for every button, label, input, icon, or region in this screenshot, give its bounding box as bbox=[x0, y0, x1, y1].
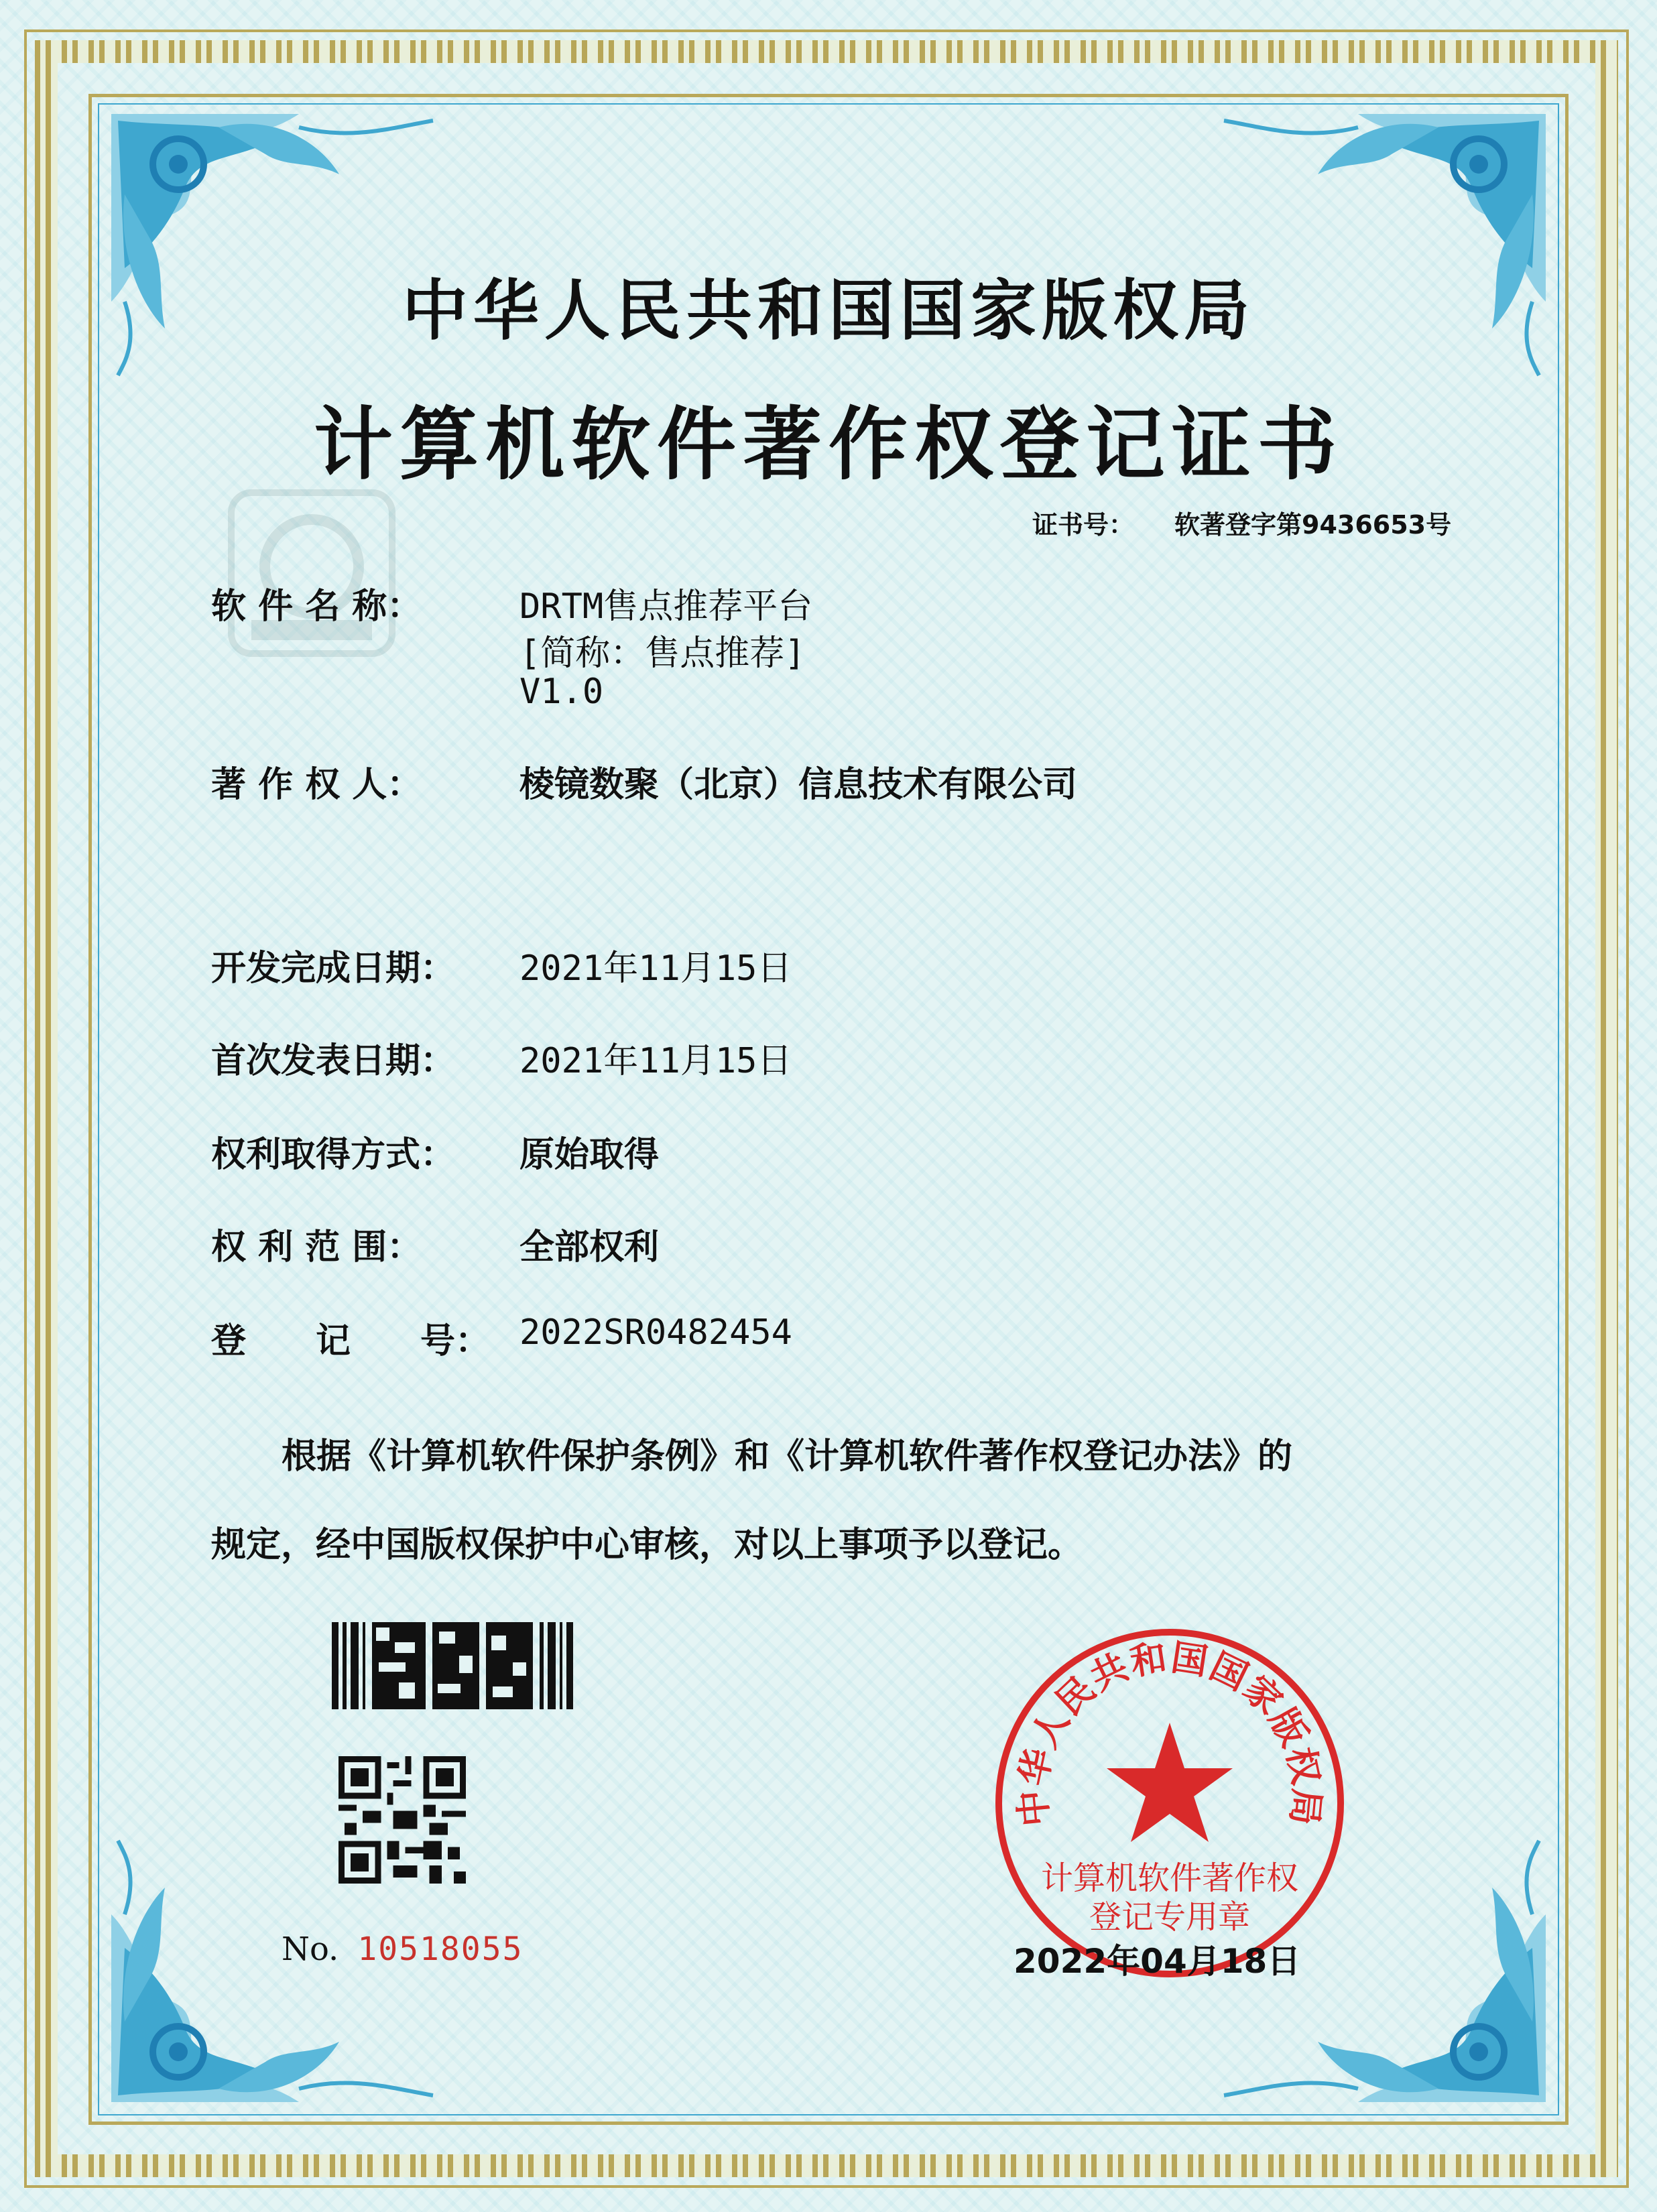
software-name-label: 软 件 名 称： bbox=[211, 587, 422, 627]
certificate-title: 计算机软件著作权登记证书 bbox=[313, 398, 1343, 491]
serial-value: 10518055 bbox=[357, 1930, 524, 1968]
field-acquisition bbox=[211, 1126, 660, 1176]
official-seal bbox=[989, 1622, 1351, 1984]
software-name-line: V1.0 bbox=[519, 672, 604, 712]
issuer-title: 中华人民共和国国家版权局 bbox=[402, 273, 1255, 349]
first-publish-date-value: 2021年11月15日 bbox=[519, 1041, 792, 1081]
acquisition-label: 权利取得方式： bbox=[211, 1135, 456, 1175]
statement-line-2: 规定，经中国版权保护中心审核，对以上事项予以登记。 bbox=[211, 1525, 1083, 1565]
field-dev-complete-date bbox=[211, 940, 792, 990]
svg-text:计算机软件著作权: 计算机软件著作权 bbox=[1040, 1859, 1299, 1897]
qr-code bbox=[339, 1756, 466, 1884]
issue-date: 2022年04月18日 bbox=[1014, 1942, 1301, 1981]
certificate-number-label: 证书号： bbox=[1032, 510, 1135, 540]
scope-value: 全部权利 bbox=[519, 1227, 660, 1268]
registration-number-label: 登 记 号： bbox=[211, 1321, 491, 1361]
software-name-line: [简称：售点推荐] bbox=[519, 633, 806, 674]
field-copyright-owner bbox=[211, 756, 1078, 806]
serial-label: No. bbox=[282, 1930, 339, 1968]
software-name-line: DRTM售点推荐平台 bbox=[519, 587, 813, 627]
first-publish-date-label: 首次发表日期： bbox=[211, 1041, 456, 1081]
watermark-emblem bbox=[225, 486, 399, 660]
dev-complete-date-value: 2021年11月15日 bbox=[519, 948, 792, 989]
field-software-name bbox=[211, 578, 813, 712]
certificate-number bbox=[1032, 504, 1451, 541]
svg-text:中华人民共和国国家版权局: 中华人民共和国国家版权局 bbox=[1011, 1636, 1329, 1829]
certificate-number-value: 软著登字第9436653号 bbox=[1174, 510, 1452, 540]
field-scope bbox=[211, 1219, 660, 1269]
acquisition-value: 原始取得 bbox=[519, 1135, 660, 1175]
svg-text:登记专用章: 登记专用章 bbox=[1089, 1898, 1251, 1936]
scope-label: 权 利 范 围： bbox=[211, 1227, 422, 1268]
copyright-owner-value: 棱镜数聚（北京）信息技术有限公司 bbox=[519, 765, 1078, 805]
registration-number-value: 2022SR0482454 bbox=[519, 1312, 792, 1353]
copyright-owner-label: 著 作 权 人： bbox=[211, 765, 422, 805]
software-name-value bbox=[519, 578, 812, 719]
serial-number bbox=[282, 1930, 524, 1968]
barcode bbox=[332, 1622, 576, 1709]
statement-line-1: 根据《计算机软件保护条例》和《计算机软件著作权登记办法》的 bbox=[282, 1436, 1293, 1477]
field-registration-number bbox=[211, 1312, 792, 1363]
field-first-publish-date bbox=[211, 1032, 792, 1083]
dev-complete-date-label: 开发完成日期： bbox=[211, 948, 456, 989]
